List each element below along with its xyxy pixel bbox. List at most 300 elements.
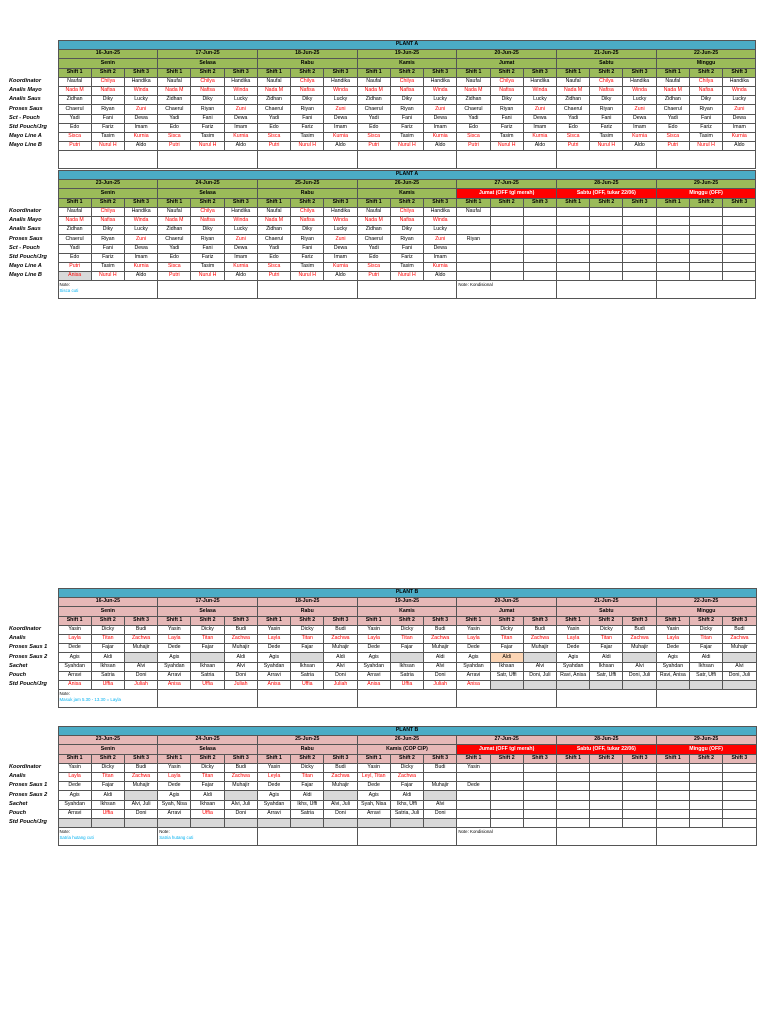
- schedule-cell[interactable]: Fani: [291, 114, 324, 123]
- schedule-cell[interactable]: Doni: [324, 671, 357, 680]
- schedule-cell[interactable]: Uffia: [191, 809, 224, 818]
- schedule-cell[interactable]: Sisca: [457, 132, 490, 141]
- schedule-cell[interactable]: [590, 763, 623, 772]
- schedule-cell[interactable]: [623, 818, 656, 827]
- schedule-cell[interactable]: Handika: [623, 77, 656, 86]
- schedule-cell[interactable]: Fariz: [390, 253, 423, 262]
- schedule-cell[interactable]: Winda: [124, 86, 157, 95]
- schedule-cell[interactable]: Doni: [324, 809, 357, 818]
- schedule-cell[interactable]: [590, 782, 623, 791]
- schedule-cell[interactable]: Layla: [158, 772, 191, 781]
- schedule-cell[interactable]: Sisca: [158, 132, 191, 141]
- schedule-cell[interactable]: Layla: [158, 634, 191, 643]
- schedule-cell[interactable]: Winda: [623, 86, 656, 95]
- schedule-cell[interactable]: Riyan: [291, 105, 324, 114]
- schedule-cell[interactable]: Imam: [124, 253, 157, 262]
- schedule-cell[interactable]: Dede: [58, 782, 91, 791]
- schedule-cell[interactable]: Zidhan: [158, 226, 191, 235]
- schedule-cell[interactable]: Aldi: [390, 791, 423, 800]
- schedule-cell[interactable]: Yasin: [257, 625, 290, 634]
- schedule-cell[interactable]: Agis: [357, 653, 390, 662]
- schedule-cell[interactable]: Imam: [424, 123, 457, 132]
- schedule-cell[interactable]: Yasin: [158, 763, 191, 772]
- schedule-cell[interactable]: [557, 818, 590, 827]
- schedule-cell[interactable]: Dewa: [723, 114, 756, 123]
- schedule-cell[interactable]: Aldo: [224, 142, 257, 151]
- schedule-cell[interactable]: Zidhan: [557, 96, 590, 105]
- schedule-cell[interactable]: Satria: [191, 671, 224, 680]
- schedule-cell[interactable]: Fani: [91, 114, 124, 123]
- schedule-cell[interactable]: Dede: [58, 644, 91, 653]
- schedule-cell[interactable]: Muhajir: [124, 782, 157, 791]
- schedule-cell[interactable]: Tasim: [490, 132, 523, 141]
- schedule-cell[interactable]: Aldo: [424, 142, 457, 151]
- schedule-cell[interactable]: [490, 791, 523, 800]
- schedule-cell[interactable]: Alvi: [124, 662, 157, 671]
- schedule-cell[interactable]: Lucky: [224, 96, 257, 105]
- schedule-cell[interactable]: [689, 800, 722, 809]
- schedule-cell[interactable]: Fani: [191, 244, 224, 253]
- schedule-cell[interactable]: [689, 782, 722, 791]
- schedule-cell[interactable]: Chilya: [191, 207, 224, 216]
- schedule-cell[interactable]: Alvi, Juli: [224, 800, 257, 809]
- schedule-cell[interactable]: Dewa: [424, 244, 457, 253]
- schedule-cell[interactable]: Imam: [224, 253, 257, 262]
- schedule-cell[interactable]: Ikhs, Uffi: [390, 800, 423, 809]
- schedule-cell[interactable]: [723, 653, 756, 662]
- schedule-cell[interactable]: Chilya: [291, 207, 324, 216]
- schedule-cell[interactable]: [457, 262, 490, 271]
- schedule-cell[interactable]: [557, 782, 590, 791]
- schedule-cell[interactable]: Sisca: [357, 132, 390, 141]
- schedule-cell[interactable]: Ikhsan: [191, 800, 224, 809]
- schedule-cell[interactable]: Diky: [91, 96, 124, 105]
- schedule-cell[interactable]: Fani: [689, 114, 722, 123]
- schedule-cell[interactable]: Arravi: [257, 671, 290, 680]
- schedule-cell[interactable]: Winda: [523, 86, 556, 95]
- schedule-cell[interactable]: Muhajir: [623, 644, 656, 653]
- schedule-cell[interactable]: [490, 216, 523, 225]
- schedule-cell[interactable]: Titan: [490, 634, 523, 643]
- schedule-cell[interactable]: [590, 226, 623, 235]
- schedule-cell[interactable]: Dede: [457, 644, 490, 653]
- schedule-cell[interactable]: [291, 653, 324, 662]
- schedule-cell[interactable]: Aldi: [91, 653, 124, 662]
- schedule-cell[interactable]: [490, 235, 523, 244]
- schedule-cell[interactable]: Agis: [656, 653, 689, 662]
- schedule-cell[interactable]: [224, 791, 257, 800]
- schedule-cell[interactable]: Yasin: [357, 763, 390, 772]
- schedule-cell[interactable]: [457, 791, 490, 800]
- schedule-cell[interactable]: Fani: [291, 244, 324, 253]
- schedule-cell[interactable]: Zachwa: [424, 634, 457, 643]
- schedule-cell[interactable]: Winda: [224, 216, 257, 225]
- schedule-cell[interactable]: Muhajir: [324, 782, 357, 791]
- schedule-cell[interactable]: [656, 772, 689, 781]
- schedule-cell[interactable]: Budi: [523, 625, 556, 634]
- schedule-cell[interactable]: Lucky: [523, 96, 556, 105]
- schedule-cell[interactable]: [623, 800, 656, 809]
- schedule-cell[interactable]: Kurnia: [623, 132, 656, 141]
- schedule-cell[interactable]: Fariz: [191, 123, 224, 132]
- schedule-cell[interactable]: [590, 680, 623, 689]
- schedule-cell[interactable]: Handika: [523, 77, 556, 86]
- schedule-cell[interactable]: Zachwa: [523, 634, 556, 643]
- schedule-cell[interactable]: Muhajir: [224, 782, 257, 791]
- schedule-cell[interactable]: Budi: [224, 763, 257, 772]
- schedule-cell[interactable]: [523, 653, 556, 662]
- schedule-cell[interactable]: [490, 818, 523, 827]
- schedule-cell[interactable]: Nurul H: [490, 142, 523, 151]
- schedule-cell[interactable]: Fariz: [291, 253, 324, 262]
- schedule-cell[interactable]: Lucky: [424, 226, 457, 235]
- schedule-cell[interactable]: [523, 207, 556, 216]
- schedule-cell[interactable]: [689, 272, 722, 281]
- schedule-cell[interactable]: Aldo: [424, 272, 457, 281]
- schedule-cell[interactable]: Juliah: [124, 680, 157, 689]
- schedule-cell[interactable]: [490, 680, 523, 689]
- schedule-cell[interactable]: Satr, Uffi: [689, 671, 722, 680]
- schedule-cell[interactable]: [390, 653, 423, 662]
- schedule-cell[interactable]: [91, 818, 124, 827]
- schedule-cell[interactable]: Anisa: [357, 680, 390, 689]
- schedule-cell[interactable]: Dicky: [390, 625, 423, 634]
- schedule-cell[interactable]: Dewa: [124, 244, 157, 253]
- schedule-cell[interactable]: Titan: [191, 772, 224, 781]
- schedule-cell[interactable]: Nafisa: [91, 86, 124, 95]
- schedule-cell[interactable]: Anisa: [257, 680, 290, 689]
- schedule-cell[interactable]: Anisa: [158, 680, 191, 689]
- schedule-cell[interactable]: Dewa: [424, 114, 457, 123]
- schedule-cell[interactable]: Putri: [257, 272, 290, 281]
- schedule-cell[interactable]: Kurnia: [424, 132, 457, 141]
- schedule-cell[interactable]: Nada M: [58, 216, 91, 225]
- schedule-cell[interactable]: Lucky: [324, 96, 357, 105]
- schedule-cell[interactable]: [623, 207, 656, 216]
- schedule-cell[interactable]: Edo: [656, 123, 689, 132]
- schedule-cell[interactable]: Uffia: [291, 680, 324, 689]
- schedule-cell[interactable]: Kurnia: [723, 132, 756, 141]
- schedule-cell[interactable]: Doni, Juli: [723, 671, 756, 680]
- schedule-cell[interactable]: Fajar: [191, 782, 224, 791]
- schedule-cell[interactable]: Dicky: [291, 763, 324, 772]
- schedule-cell[interactable]: Chaerul: [257, 105, 290, 114]
- schedule-cell[interactable]: Zuni: [424, 105, 457, 114]
- schedule-cell[interactable]: Edo: [557, 123, 590, 132]
- schedule-cell[interactable]: Syahdan: [457, 662, 490, 671]
- schedule-cell[interactable]: Naufal: [158, 77, 191, 86]
- schedule-cell[interactable]: Chaerul: [557, 105, 590, 114]
- schedule-cell[interactable]: Satr, Uffi: [490, 671, 523, 680]
- schedule-cell[interactable]: Handika: [723, 77, 756, 86]
- schedule-cell[interactable]: Riyan: [689, 105, 722, 114]
- schedule-cell[interactable]: Diky: [689, 96, 722, 105]
- schedule-cell[interactable]: [523, 763, 556, 772]
- schedule-cell[interactable]: [523, 818, 556, 827]
- schedule-cell[interactable]: [457, 272, 490, 281]
- schedule-cell[interactable]: [590, 272, 623, 281]
- schedule-cell[interactable]: Doni: [124, 809, 157, 818]
- schedule-cell[interactable]: [623, 253, 656, 262]
- schedule-cell[interactable]: Zidhan: [257, 96, 290, 105]
- schedule-cell[interactable]: Chilya: [191, 77, 224, 86]
- schedule-cell[interactable]: [390, 818, 423, 827]
- schedule-cell[interactable]: Aldo: [124, 272, 157, 281]
- schedule-cell[interactable]: Chaerul: [58, 235, 91, 244]
- schedule-cell[interactable]: Lucky: [324, 226, 357, 235]
- schedule-cell[interactable]: Doni: [424, 809, 457, 818]
- schedule-cell[interactable]: [424, 791, 457, 800]
- schedule-cell[interactable]: Agis: [257, 791, 290, 800]
- schedule-cell[interactable]: Edo: [457, 123, 490, 132]
- schedule-cell[interactable]: [324, 818, 357, 827]
- schedule-cell[interactable]: Titan: [291, 634, 324, 643]
- schedule-cell[interactable]: Zachwa: [324, 634, 357, 643]
- schedule-cell[interactable]: Tasim: [291, 262, 324, 271]
- schedule-cell[interactable]: [723, 772, 756, 781]
- schedule-cell[interactable]: Lucky: [623, 96, 656, 105]
- schedule-cell[interactable]: Fajar: [689, 644, 722, 653]
- schedule-cell[interactable]: [490, 772, 523, 781]
- schedule-cell[interactable]: [656, 244, 689, 253]
- schedule-cell[interactable]: Putri: [357, 142, 390, 151]
- schedule-cell[interactable]: Budi: [623, 625, 656, 634]
- schedule-cell[interactable]: Sisca: [58, 132, 91, 141]
- schedule-cell[interactable]: Dewa: [324, 244, 357, 253]
- schedule-cell[interactable]: [523, 772, 556, 781]
- schedule-cell[interactable]: Muhajir: [124, 644, 157, 653]
- schedule-cell[interactable]: Doni: [224, 809, 257, 818]
- schedule-cell[interactable]: [523, 782, 556, 791]
- schedule-cell[interactable]: [490, 253, 523, 262]
- schedule-cell[interactable]: [457, 226, 490, 235]
- schedule-cell[interactable]: [689, 226, 722, 235]
- schedule-cell[interactable]: [324, 791, 357, 800]
- schedule-cell[interactable]: Yasin: [557, 625, 590, 634]
- schedule-cell[interactable]: Nurul H: [689, 142, 722, 151]
- schedule-cell[interactable]: Chaerul: [656, 105, 689, 114]
- schedule-cell[interactable]: Kurnia: [424, 262, 457, 271]
- schedule-cell[interactable]: [590, 216, 623, 225]
- schedule-cell[interactable]: Diky: [291, 96, 324, 105]
- schedule-cell[interactable]: Zachwa: [124, 772, 157, 781]
- schedule-cell[interactable]: Diky: [490, 96, 523, 105]
- schedule-cell[interactable]: Syahdan: [656, 662, 689, 671]
- schedule-cell[interactable]: Arravi: [457, 671, 490, 680]
- schedule-cell[interactable]: Imam: [124, 123, 157, 132]
- schedule-cell[interactable]: Alvi: [723, 662, 756, 671]
- schedule-cell[interactable]: [557, 235, 590, 244]
- schedule-cell[interactable]: Handika: [124, 207, 157, 216]
- schedule-cell[interactable]: Zachwa: [390, 772, 423, 781]
- schedule-cell[interactable]: [523, 809, 556, 818]
- schedule-cell[interactable]: Winda: [224, 86, 257, 95]
- schedule-cell[interactable]: Fariz: [390, 123, 423, 132]
- schedule-cell[interactable]: [656, 226, 689, 235]
- schedule-cell[interactable]: Nurul H: [390, 272, 423, 281]
- schedule-cell[interactable]: Fariz: [191, 253, 224, 262]
- schedule-cell[interactable]: Kurnia: [224, 262, 257, 271]
- schedule-cell[interactable]: Putri: [557, 142, 590, 151]
- schedule-cell[interactable]: [623, 272, 656, 281]
- schedule-cell[interactable]: Aldi: [291, 791, 324, 800]
- schedule-cell[interactable]: Nafisa: [191, 216, 224, 225]
- schedule-cell[interactable]: Sisca: [557, 132, 590, 141]
- schedule-cell[interactable]: [623, 782, 656, 791]
- schedule-cell[interactable]: Zuni: [224, 235, 257, 244]
- schedule-cell[interactable]: Kurnia: [124, 262, 157, 271]
- schedule-cell[interactable]: Nada M: [557, 86, 590, 95]
- schedule-cell[interactable]: [557, 272, 590, 281]
- schedule-cell[interactable]: Yadi: [58, 244, 91, 253]
- schedule-cell[interactable]: Dede: [257, 644, 290, 653]
- schedule-cell[interactable]: Aldo: [224, 272, 257, 281]
- schedule-cell[interactable]: Zidhan: [58, 226, 91, 235]
- schedule-cell[interactable]: [689, 791, 722, 800]
- schedule-cell[interactable]: Nada M: [58, 86, 91, 95]
- schedule-cell[interactable]: Naufal: [557, 77, 590, 86]
- schedule-cell[interactable]: Chaerul: [158, 235, 191, 244]
- schedule-cell[interactable]: [656, 800, 689, 809]
- schedule-cell[interactable]: [523, 272, 556, 281]
- schedule-cell[interactable]: Nafisa: [191, 86, 224, 95]
- schedule-cell[interactable]: Yasin: [656, 625, 689, 634]
- schedule-cell[interactable]: Satria: [291, 809, 324, 818]
- schedule-cell[interactable]: Diky: [390, 96, 423, 105]
- schedule-cell[interactable]: Kurnia: [523, 132, 556, 141]
- schedule-cell[interactable]: Dewa: [623, 114, 656, 123]
- schedule-cell[interactable]: Handika: [424, 207, 457, 216]
- schedule-cell[interactable]: Kurnia: [224, 132, 257, 141]
- schedule-cell[interactable]: Nurul H: [291, 272, 324, 281]
- schedule-cell[interactable]: Riyan: [191, 235, 224, 244]
- schedule-cell[interactable]: Zuni: [124, 235, 157, 244]
- schedule-cell[interactable]: [590, 772, 623, 781]
- schedule-cell[interactable]: Aldo: [723, 142, 756, 151]
- schedule-cell[interactable]: [689, 216, 722, 225]
- schedule-cell[interactable]: Aldi: [191, 791, 224, 800]
- schedule-cell[interactable]: Edo: [58, 123, 91, 132]
- schedule-cell[interactable]: Winda: [324, 216, 357, 225]
- schedule-cell[interactable]: Nurul H: [91, 272, 124, 281]
- schedule-cell[interactable]: Alvi, Juli: [324, 800, 357, 809]
- schedule-cell[interactable]: Tasim: [590, 132, 623, 141]
- schedule-cell[interactable]: Winda: [723, 86, 756, 95]
- schedule-cell[interactable]: [623, 216, 656, 225]
- schedule-cell[interactable]: [623, 809, 656, 818]
- schedule-cell[interactable]: Fajar: [490, 644, 523, 653]
- schedule-cell[interactable]: [590, 207, 623, 216]
- schedule-cell[interactable]: [523, 800, 556, 809]
- schedule-cell[interactable]: Putri: [58, 142, 91, 151]
- schedule-cell[interactable]: Tasim: [91, 262, 124, 271]
- schedule-cell[interactable]: Imam: [623, 123, 656, 132]
- schedule-cell[interactable]: Ikhsan: [490, 662, 523, 671]
- schedule-cell[interactable]: Anisa: [58, 272, 91, 281]
- schedule-cell[interactable]: Dewa: [224, 244, 257, 253]
- schedule-cell[interactable]: [490, 809, 523, 818]
- schedule-cell[interactable]: Agis: [158, 791, 191, 800]
- schedule-cell[interactable]: Handika: [324, 207, 357, 216]
- schedule-cell[interactable]: Arravi: [158, 809, 191, 818]
- schedule-cell[interactable]: Aldo: [124, 142, 157, 151]
- schedule-cell[interactable]: Ikhsan: [291, 662, 324, 671]
- schedule-cell[interactable]: Fariz: [291, 123, 324, 132]
- schedule-cell[interactable]: Fani: [490, 114, 523, 123]
- schedule-cell[interactable]: Yadi: [557, 114, 590, 123]
- schedule-cell[interactable]: Zuni: [424, 235, 457, 244]
- schedule-cell[interactable]: [523, 216, 556, 225]
- schedule-cell[interactable]: Zachwa: [124, 634, 157, 643]
- schedule-cell[interactable]: Zuni: [523, 105, 556, 114]
- schedule-cell[interactable]: Chaerul: [357, 105, 390, 114]
- schedule-cell[interactable]: Fariz: [91, 253, 124, 262]
- schedule-cell[interactable]: Putri: [357, 272, 390, 281]
- schedule-cell[interactable]: [723, 226, 756, 235]
- schedule-cell[interactable]: Aldi: [689, 653, 722, 662]
- schedule-cell[interactable]: [689, 235, 722, 244]
- schedule-cell[interactable]: Nada M: [158, 216, 191, 225]
- schedule-cell[interactable]: Alvi: [224, 662, 257, 671]
- schedule-cell[interactable]: [656, 216, 689, 225]
- schedule-cell[interactable]: [557, 216, 590, 225]
- schedule-cell[interactable]: Nurul H: [590, 142, 623, 151]
- schedule-cell[interactable]: [689, 818, 722, 827]
- schedule-cell[interactable]: Syahdan: [58, 662, 91, 671]
- schedule-cell[interactable]: Putri: [656, 142, 689, 151]
- schedule-cell[interactable]: [723, 818, 756, 827]
- schedule-cell[interactable]: Budi: [224, 625, 257, 634]
- schedule-cell[interactable]: Riyan: [191, 105, 224, 114]
- schedule-cell[interactable]: [590, 800, 623, 809]
- schedule-cell[interactable]: Naufal: [58, 77, 91, 86]
- schedule-cell[interactable]: Chilya: [91, 77, 124, 86]
- schedule-cell[interactable]: Alvi: [424, 800, 457, 809]
- schedule-cell[interactable]: Doni, Juli: [623, 671, 656, 680]
- schedule-cell[interactable]: Dewa: [124, 114, 157, 123]
- schedule-cell[interactable]: Nafisa: [390, 86, 423, 95]
- schedule-cell[interactable]: Yadi: [656, 114, 689, 123]
- schedule-cell[interactable]: [656, 680, 689, 689]
- schedule-cell[interactable]: Syahdan: [158, 662, 191, 671]
- schedule-cell[interactable]: [623, 235, 656, 244]
- schedule-cell[interactable]: Zuni: [324, 235, 357, 244]
- schedule-cell[interactable]: [523, 226, 556, 235]
- schedule-cell[interactable]: Handika: [224, 77, 257, 86]
- schedule-cell[interactable]: [623, 244, 656, 253]
- schedule-cell[interactable]: Titan: [91, 772, 124, 781]
- schedule-cell[interactable]: [590, 262, 623, 271]
- schedule-cell[interactable]: Uffia: [390, 680, 423, 689]
- schedule-cell[interactable]: Arravi: [357, 671, 390, 680]
- schedule-cell[interactable]: Zuni: [623, 105, 656, 114]
- schedule-cell[interactable]: [557, 262, 590, 271]
- schedule-cell[interactable]: [656, 763, 689, 772]
- schedule-cell[interactable]: Alvi, Juli: [124, 800, 157, 809]
- schedule-cell[interactable]: Zuni: [124, 105, 157, 114]
- schedule-cell[interactable]: Dicky: [91, 763, 124, 772]
- schedule-cell[interactable]: Nafisa: [590, 86, 623, 95]
- schedule-cell[interactable]: Nada M: [257, 216, 290, 225]
- schedule-cell[interactable]: Satria: [291, 671, 324, 680]
- schedule-cell[interactable]: Zachwa: [324, 772, 357, 781]
- schedule-cell[interactable]: Yadi: [158, 114, 191, 123]
- schedule-cell[interactable]: Diky: [191, 96, 224, 105]
- schedule-cell[interactable]: Imam: [324, 253, 357, 262]
- schedule-cell[interactable]: Aldo: [324, 142, 357, 151]
- schedule-cell[interactable]: Sisca: [158, 262, 191, 271]
- schedule-cell[interactable]: Arravi: [257, 809, 290, 818]
